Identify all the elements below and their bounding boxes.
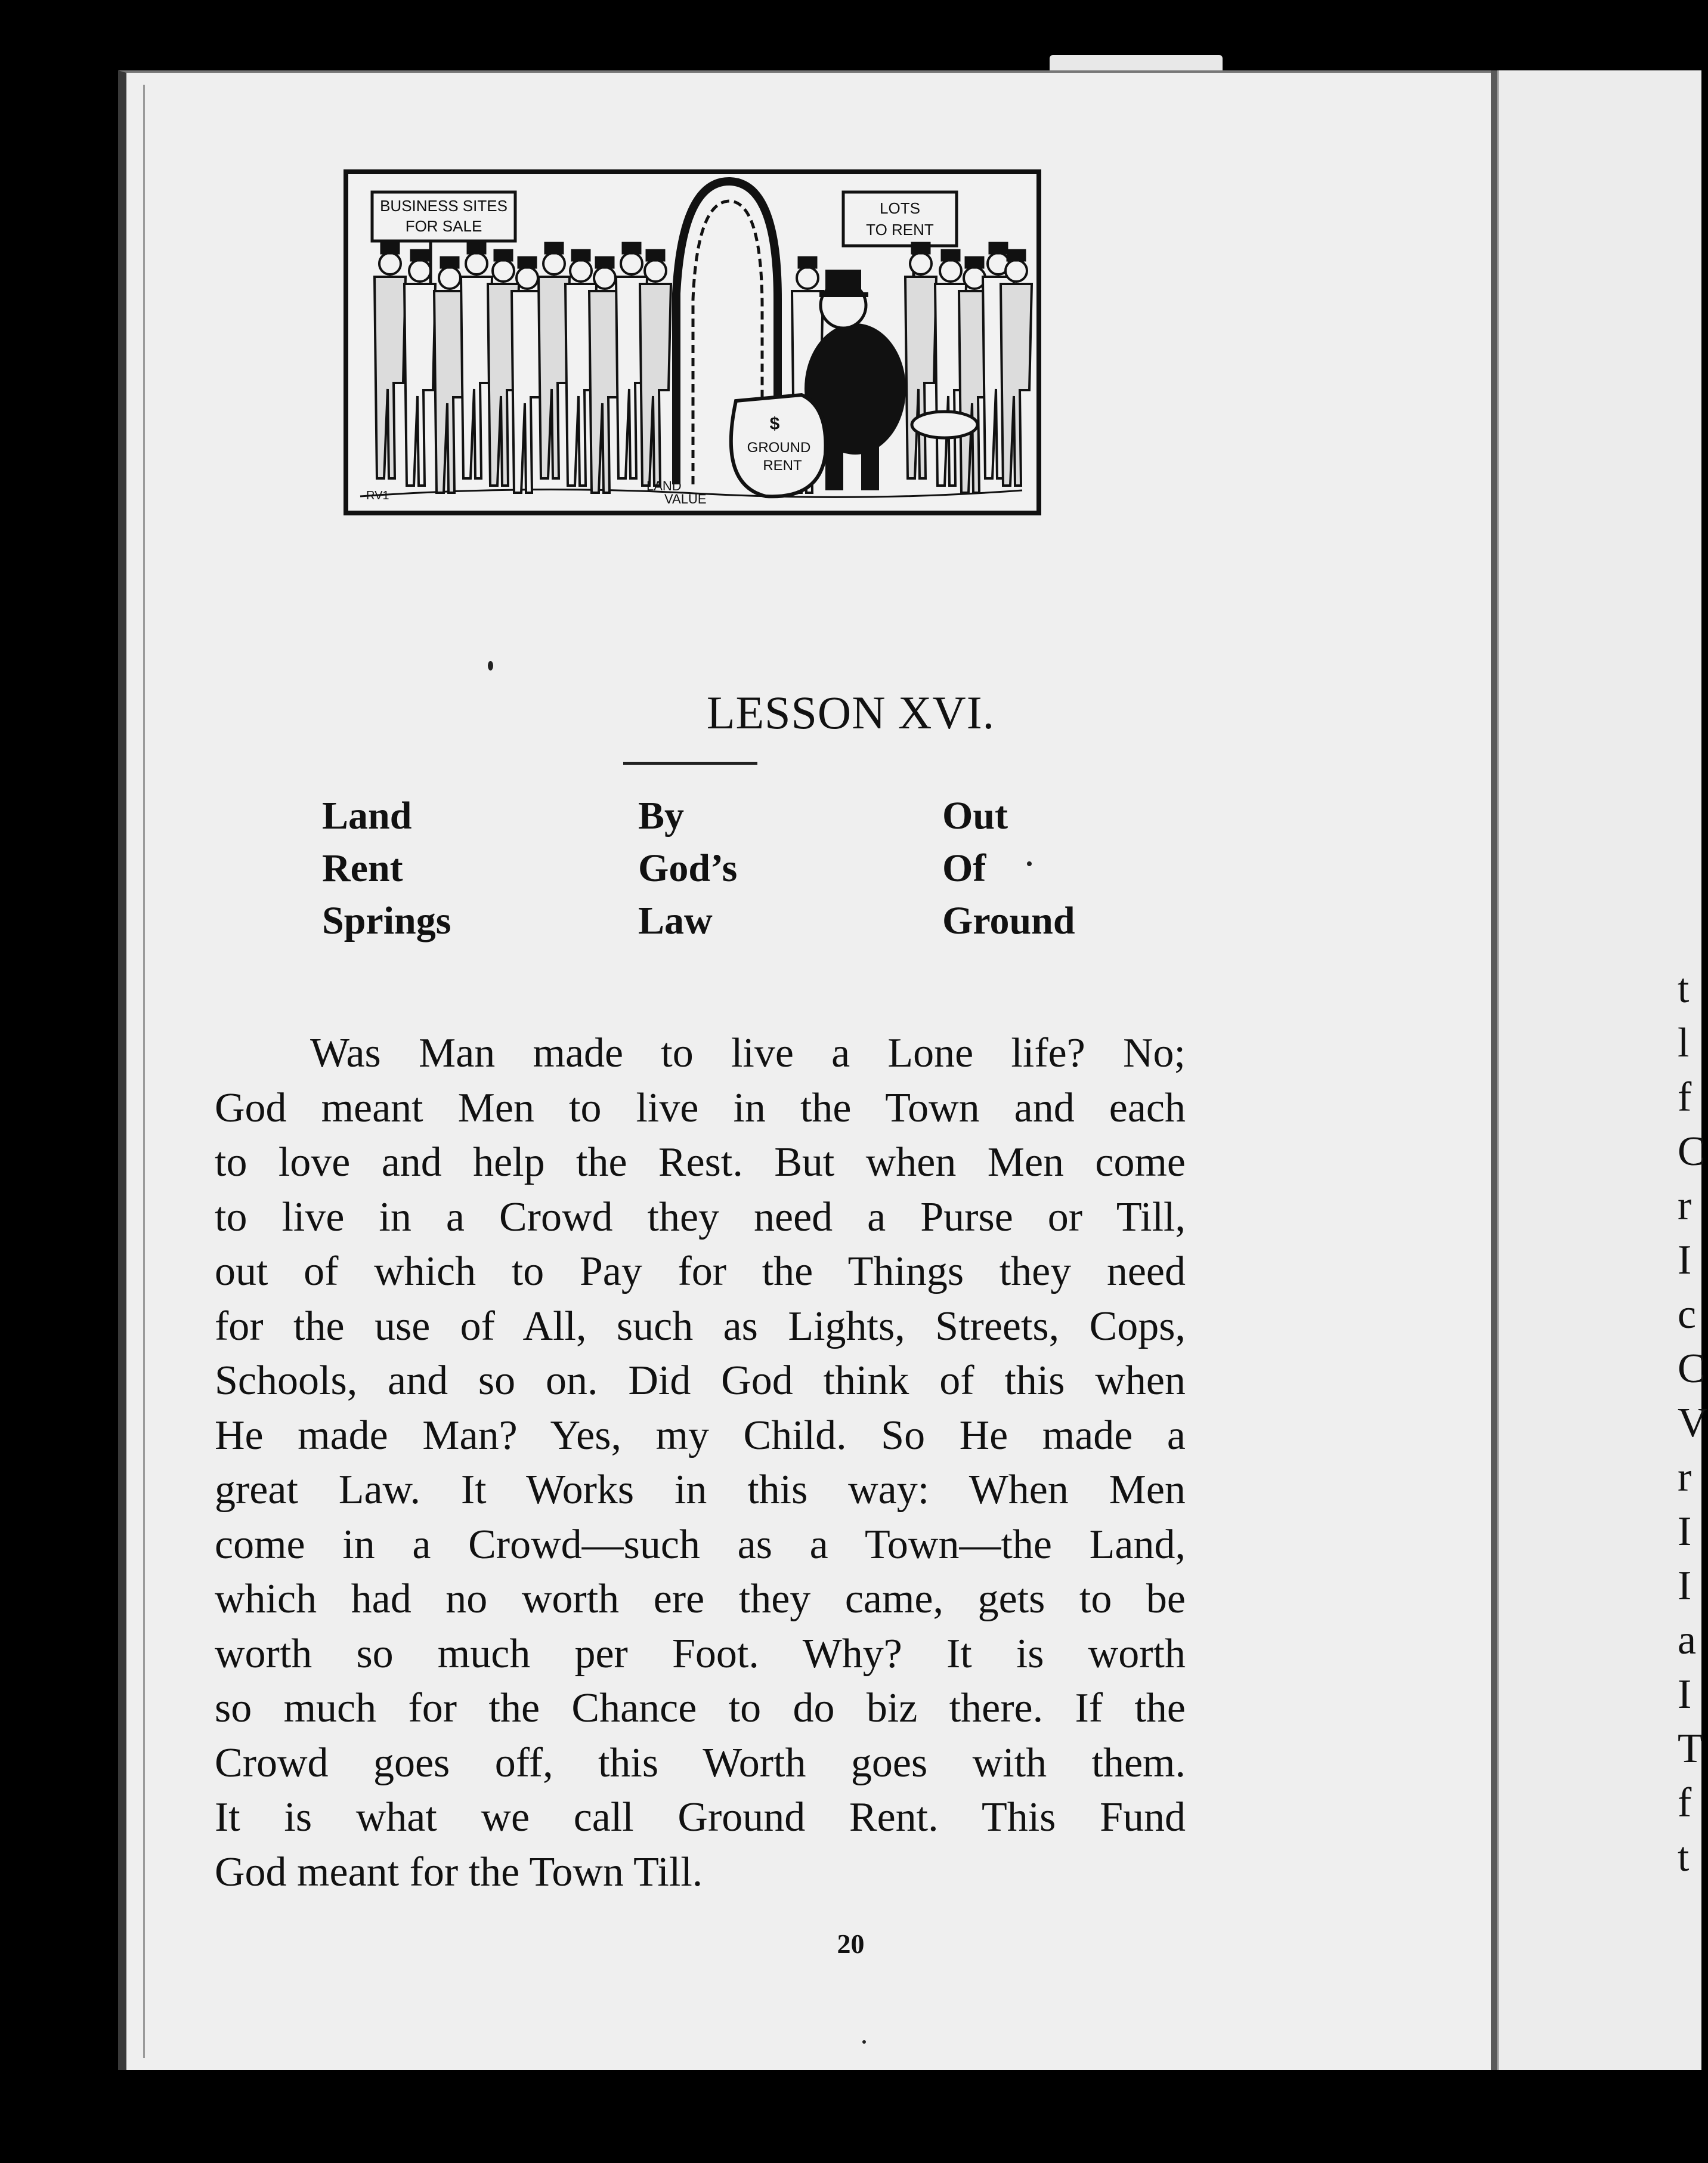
crowd-figure-hat — [1007, 249, 1026, 261]
body-line: for the use of All, such as Lights, Streets, Cops, — [215, 1303, 1186, 1349]
svg-text:FOR SALE: FOR SALE — [405, 217, 482, 235]
crowd-figure-hat — [989, 242, 1008, 254]
next-page-letter: c — [1678, 1291, 1697, 1337]
body-line: Schools, and so on. Did God think of this when — [215, 1358, 1186, 1404]
body-line: so much for the Chance to do biz there. If the — [215, 1685, 1186, 1731]
lesson-body-paragraph — [215, 1026, 1186, 1899]
svg-text:TO RENT: TO RENT — [866, 221, 934, 239]
next-page-letter: r — [1678, 1183, 1692, 1229]
crowd-figure-hat — [646, 249, 665, 261]
crowd-figure-body — [640, 284, 671, 486]
svg-text:BUSINESS SITES: BUSINESS SITES — [380, 197, 508, 215]
crowd-figure-hat — [798, 257, 817, 268]
crowd-figure-head — [621, 253, 642, 274]
svg-text:VALUE: VALUE — [664, 492, 707, 506]
body-line: worth so much per Foot. Why? It is worth — [215, 1630, 1186, 1677]
body-line: come in a Crowd—such as a Town—the Land, — [215, 1521, 1186, 1568]
next-page-letter: f — [1678, 1780, 1692, 1826]
body-line: He made Man? Yes, my Child. So He made a — [215, 1412, 1186, 1459]
next-page-letter: I — [1678, 1563, 1692, 1609]
next-page-edge — [1497, 70, 1708, 2070]
crowd-figure-hat — [494, 249, 513, 261]
word-cell: By — [638, 794, 685, 838]
crowd-figure-head — [570, 260, 592, 282]
svg-text:$: $ — [769, 414, 780, 434]
page-number: 20 — [837, 1929, 865, 1959]
crowd-figure-head — [409, 260, 431, 282]
body-line: Was Man made to live a Lone life? No; — [310, 1030, 1186, 1076]
lesson-word-table — [322, 793, 1181, 951]
word-cell: Law — [638, 899, 713, 943]
crowd-figure-hat — [965, 257, 984, 268]
body-line: which had no worth ere they came, gets to be — [215, 1576, 1186, 1622]
next-page-letter: I — [1678, 1237, 1692, 1283]
book-gutter — [1491, 70, 1497, 2070]
title-divider — [623, 762, 757, 765]
crowd-figure-hat — [595, 257, 614, 268]
ink-speck — [488, 661, 493, 670]
svg-text:LAND: LAND — [646, 478, 682, 493]
next-page-letter: T — [1678, 1726, 1703, 1772]
next-page-letter: C — [1678, 1346, 1706, 1392]
word-cell: Ground — [942, 899, 1075, 943]
crowd-figure-hat — [518, 257, 537, 268]
body-line: to live in a Crowd they need a Purse or Till, — [215, 1194, 1186, 1240]
crowd-figure-head — [645, 260, 666, 282]
word-cell: Springs — [322, 899, 451, 943]
next-page-letter: V — [1678, 1400, 1708, 1446]
body-line: Crowd goes off, this Worth goes with them. — [215, 1739, 1186, 1786]
svg-text:LOTS: LOTS — [880, 199, 920, 217]
crowd-figure-body — [375, 277, 406, 478]
crowd-figure-head — [516, 267, 538, 289]
svg-text:GROUND: GROUND — [747, 440, 811, 456]
crowd-figure-head — [439, 267, 460, 289]
word-cell: Land — [322, 794, 412, 838]
crowd-figure-hat — [622, 242, 641, 254]
next-page-letter: I — [1678, 1509, 1692, 1555]
crowd-figure-hat — [941, 249, 960, 261]
ink-speck — [1027, 861, 1032, 866]
crowd-figure-head — [379, 253, 401, 274]
ink-speck — [862, 2040, 866, 2044]
crowd-figure-body — [1001, 284, 1032, 486]
crowd-figure-body — [404, 284, 435, 486]
crowd-figure-hat — [410, 249, 429, 261]
body-line: great Law. It Works in this way: When Men — [215, 1467, 1186, 1513]
word-cell: Of — [942, 846, 986, 890]
crowd-figure-head — [797, 267, 818, 289]
lesson-title: LESSON XVI. — [706, 687, 995, 738]
next-page-letter: I — [1678, 1671, 1692, 1717]
svg-text:RV1: RV1 — [366, 489, 389, 502]
crowd-figure-head — [910, 253, 932, 274]
svg-text:RENT: RENT — [763, 458, 802, 474]
body-line: God meant Men to live in the Town and each — [215, 1084, 1186, 1131]
next-page-letter: r — [1678, 1454, 1692, 1500]
page-edge-line — [143, 85, 145, 2058]
crowd-figure-hat — [380, 242, 400, 254]
crowd-figure-head — [493, 260, 514, 282]
crowd-figure-hat — [571, 249, 590, 261]
crowd-figure-head — [940, 260, 961, 282]
next-page-letter: f — [1678, 1074, 1692, 1120]
cartoon-drawing — [348, 174, 1036, 511]
body-line: to love and help the Rest. But when Men come — [215, 1139, 1186, 1185]
crowd-figure-hat — [440, 257, 459, 268]
word-cell: Out — [942, 794, 1008, 838]
word-cell: Rent — [322, 846, 403, 890]
next-page-letter: t — [1678, 1834, 1690, 1880]
crowd-figure-head — [1005, 260, 1027, 282]
cartoon-illustration — [344, 169, 1041, 515]
next-page-letter: l — [1678, 1020, 1690, 1066]
crowd-figure-hat — [911, 242, 930, 254]
crowd-figure-hat — [544, 242, 564, 254]
crowd-figure-head — [543, 253, 565, 274]
word-cell: God’s — [638, 846, 738, 890]
crowd-figure-head — [594, 267, 615, 289]
crowd-figure-body — [905, 277, 936, 478]
body-line: It is what we call Ground Rent. This Fund — [215, 1794, 1186, 1840]
crowd-figure-hat — [467, 242, 486, 254]
next-page-letter: a — [1678, 1617, 1697, 1663]
body-line: out of which to Pay for the Things they need — [215, 1249, 1186, 1294]
next-page-letter: t — [1678, 966, 1690, 1012]
body-line: God meant for the Town Till. — [215, 1849, 703, 1895]
next-page-letter: C — [1678, 1129, 1706, 1175]
crowd-figure-head — [466, 253, 487, 274]
